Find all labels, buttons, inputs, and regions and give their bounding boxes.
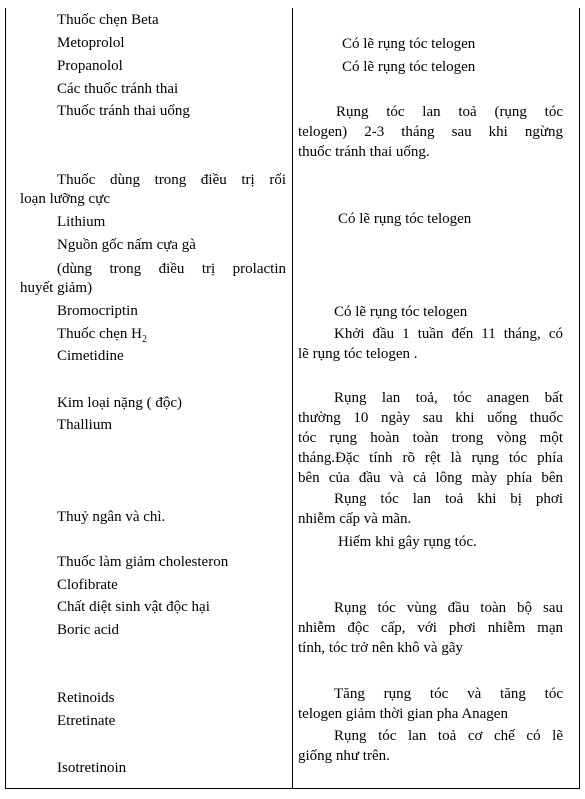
effect-oral-contraceptives-line3: thuốc tránh thai uống. [298, 144, 430, 160]
drug-class-heavy-metals: Kim loại nặng ( độc) [57, 395, 182, 411]
drug-propanolol: Propanolol [57, 58, 123, 74]
drug-metoprolol: Metoprolol [57, 35, 125, 51]
effect-mercury-line1: Rụng tóc lan toả khi bị phơi [334, 491, 563, 507]
drug-thallium: Thallium [57, 417, 112, 433]
effect-thallium-line5: bên của đầu và cả lông mày phía bên [298, 470, 563, 486]
drug-class-retinoids: Retinoids [57, 690, 115, 706]
drug-isotretinoin: Isotretinoin [57, 760, 127, 776]
drug-class-bipolar-line2: loạn lưỡng cực [20, 191, 110, 207]
drug-boric-acid: Boric acid [57, 622, 120, 638]
drug-mercury-lead: Thuỷ ngân và chì. [57, 509, 166, 525]
drug-class-cholesterol: Thuốc làm giảm cholesteron [57, 554, 229, 570]
effect-isotretinoin-line1: Rụng tóc lan toả cơ chế có lẽ [334, 728, 563, 744]
effect-etretinate-line1: Tăng rụng tóc và tăng tóc [334, 686, 563, 702]
effect-bromocriptin: Có lẽ rụng tóc telogen [334, 304, 468, 320]
effect-thallium-line1: Rụng lan toả, tóc anagen bất [334, 390, 563, 406]
drug-etretinate: Etretinate [57, 713, 116, 729]
drug-clofibrate: Clofibrate [57, 577, 118, 593]
effect-metoprolol: Có lẽ rụng tóc telogen [342, 36, 476, 52]
effect-oral-contraceptives-line2: telogen) 2-3 tháng sau khi ngừng [298, 124, 563, 140]
drug-oral-contraceptives: Thuốc tránh thai uống [57, 103, 190, 119]
effect-mercury-line2: nhiễm cấp và mãn. [298, 511, 412, 527]
effect-boric-line3: tính, tóc trở nên khô và gãy [298, 640, 463, 656]
effect-lithium: Có lẽ rụng tóc telogen [338, 211, 472, 227]
column-divider [292, 8, 293, 789]
drug-class-h2-blocker: Thuốc chẹn $H_2$ [57, 326, 147, 345]
effect-boric-line2: nhiễm độc cấp, với phơi nhiễm mạn [298, 620, 563, 636]
effect-thallium-line3: tóc rụng hoàn toàn trong vòng một [298, 430, 563, 446]
effect-boric-line1: Rụng tóc vùng đầu toàn bộ sau [334, 600, 563, 616]
h2-subscript: 2 [141, 334, 147, 345]
effect-isotretinoin-line2: giống như trên. [298, 748, 390, 764]
ergot-note-line1: (dùng trong điều trị prolactin [57, 261, 286, 277]
effect-oral-contraceptives-line1: Rụng tóc lan toả (rụng tóc [336, 104, 563, 120]
effect-thallium-line4: tháng.Đặc tính rõ rệt là rụng tóc phía [298, 450, 563, 466]
drug-class-ergot: Nguồn gốc nấm cựa gà [57, 237, 196, 253]
drug-lithium: Lithium [57, 214, 106, 230]
drug-class-beta-blockers: Thuốc chẹn Beta [57, 12, 159, 28]
drug-class-bipolar-line1: Thuốc dùng trong điều trị rối [57, 172, 286, 188]
effect-cimetidine-line1: Khởi đầu 1 tuần đến 11 tháng, có [334, 326, 563, 342]
drug-class-pesticides: Chất diệt sinh vật độc hại [57, 599, 210, 615]
effect-cholesterol: Hiếm khi gây rụng tóc. [338, 534, 477, 550]
drug-bromocriptin: Bromocriptin [57, 303, 138, 319]
effect-propanolol: Có lẽ rụng tóc telogen [342, 59, 476, 75]
drug-cimetidine: Cimetidine [57, 348, 124, 364]
ergot-note-line2: huyết giảm) [20, 280, 93, 296]
effect-etretinate-line2: telogen giảm thời gian pha Anagen [298, 706, 508, 722]
effect-cimetidine-line2: lẽ rụng tóc telogen . [298, 346, 418, 362]
drug-class-contraceptives: Các thuốc tránh thai [57, 81, 179, 97]
effect-thallium-line2: thường 10 ngày sau khi uống thuốc [298, 410, 563, 426]
